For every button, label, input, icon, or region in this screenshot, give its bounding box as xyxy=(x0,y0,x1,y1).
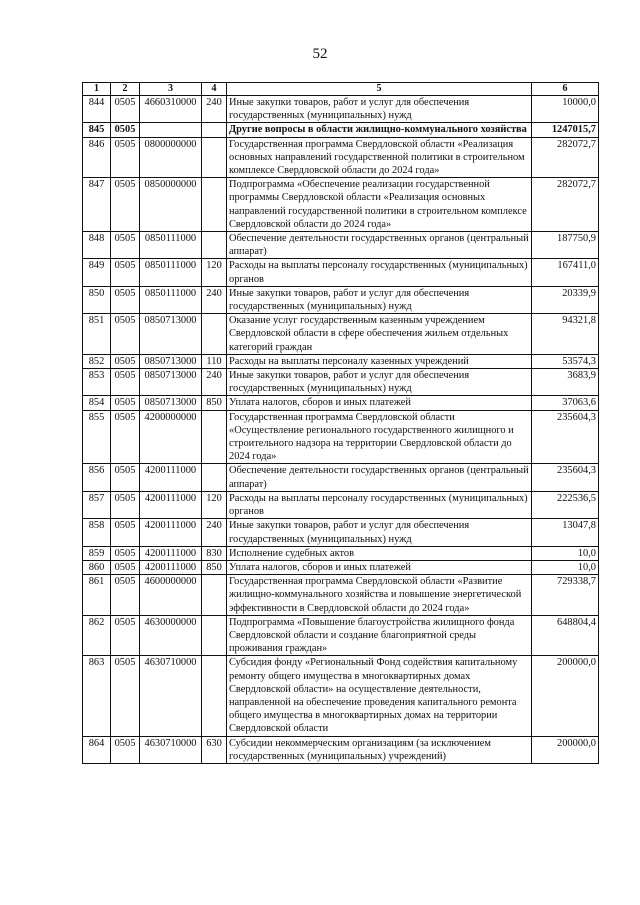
table-row xyxy=(83,615,599,656)
target-article-code: 4630000000 xyxy=(140,615,202,656)
section-code: 0505 xyxy=(111,560,140,574)
section-code: 0505 xyxy=(111,123,140,137)
section-code: 0505 xyxy=(111,491,140,518)
target-article-code: 0850713000 xyxy=(140,369,202,396)
expense-type-code xyxy=(202,232,227,259)
table-row xyxy=(83,546,599,560)
expense-type-code xyxy=(202,615,227,656)
row-number: 847 xyxy=(83,178,111,232)
table-row xyxy=(83,178,599,232)
section-code: 0505 xyxy=(111,410,140,464)
amount: 200000,0 xyxy=(532,736,599,763)
amount: 648804,4 xyxy=(532,615,599,656)
header-col-6: 6 xyxy=(532,83,599,96)
expense-type-code: 240 xyxy=(202,286,227,313)
item-name: Субсидия фонду «Региональный Фонд содействия капитальному ремонту общего имущества в многоквартирных домах Свердловской области» на осуществление деятельности, направленной на обеспечение проведения капитального ремонта общего имущества в многоквартирных домах на территории Свердловской области xyxy=(227,656,532,736)
target-article-code: 0850713000 xyxy=(140,314,202,355)
expense-type-code xyxy=(202,575,227,616)
expense-type-code: 120 xyxy=(202,491,227,518)
table-row xyxy=(83,369,599,396)
row-number: 863 xyxy=(83,656,111,736)
header-col-1: 1 xyxy=(83,83,111,96)
target-article-code: 0850111000 xyxy=(140,286,202,313)
section-code: 0505 xyxy=(111,369,140,396)
budget-table xyxy=(82,82,599,764)
amount: 10000,0 xyxy=(532,96,599,123)
expense-type-code: 240 xyxy=(202,519,227,546)
amount: 729338,7 xyxy=(532,575,599,616)
amount: 1247015,7 xyxy=(532,123,599,137)
amount: 222536,5 xyxy=(532,491,599,518)
table-body xyxy=(83,96,599,764)
amount: 235604,3 xyxy=(532,464,599,491)
section-code: 0505 xyxy=(111,464,140,491)
table-row xyxy=(83,259,599,286)
item-name: Иные закупки товаров, работ и услуг для обеспечения государственных (муниципальных) нужд xyxy=(227,96,532,123)
amount: 282072,7 xyxy=(532,178,599,232)
table-row xyxy=(83,232,599,259)
section-code: 0505 xyxy=(111,396,140,410)
amount: 10,0 xyxy=(532,546,599,560)
item-name: Расходы на выплаты персоналу казенных учреждений xyxy=(227,354,532,368)
table-row xyxy=(83,519,599,546)
row-number: 850 xyxy=(83,286,111,313)
target-article-code: 4200111000 xyxy=(140,519,202,546)
expense-type-code: 850 xyxy=(202,560,227,574)
item-name: Государственная программа Свердловской области «Осуществление регионального государственного жилищного и строительного надзора на территории Свердловской области до 2024 года» xyxy=(227,410,532,464)
section-code: 0505 xyxy=(111,286,140,313)
item-name: Государственная программа Свердловской области «Реализация основных направлений государственной политики в строительном комплексе Свердловской области до 2024 года» xyxy=(227,137,532,178)
table-row xyxy=(83,286,599,313)
row-number: 846 xyxy=(83,137,111,178)
table-row xyxy=(83,410,599,464)
expense-type-code: 110 xyxy=(202,354,227,368)
amount: 282072,7 xyxy=(532,137,599,178)
table-row xyxy=(83,123,599,137)
amount: 200000,0 xyxy=(532,656,599,736)
item-name: Иные закупки товаров, работ и услуг для обеспечения государственных (муниципальных) нужд xyxy=(227,519,532,546)
target-article-code: 0850111000 xyxy=(140,259,202,286)
target-article-code: 4200111000 xyxy=(140,464,202,491)
target-article-code: 4200111000 xyxy=(140,491,202,518)
item-name: Иные закупки товаров, работ и услуг для обеспечения государственных (муниципальных) нужд xyxy=(227,286,532,313)
expense-type-code: 630 xyxy=(202,736,227,763)
amount: 167411,0 xyxy=(532,259,599,286)
row-number: 859 xyxy=(83,546,111,560)
target-article-code: 4660310000 xyxy=(140,96,202,123)
item-name: Другие вопросы в области жилищно-коммунального хозяйства xyxy=(227,123,532,137)
expense-type-code: 240 xyxy=(202,96,227,123)
page-number: 52 xyxy=(312,46,328,62)
section-code: 0505 xyxy=(111,178,140,232)
amount: 94321,8 xyxy=(532,314,599,355)
expense-type-code: 830 xyxy=(202,546,227,560)
row-number: 851 xyxy=(83,314,111,355)
target-article-code: 4200111000 xyxy=(140,546,202,560)
row-number: 848 xyxy=(83,232,111,259)
row-number: 861 xyxy=(83,575,111,616)
row-number: 849 xyxy=(83,259,111,286)
expense-type-code xyxy=(202,178,227,232)
amount: 10,0 xyxy=(532,560,599,574)
section-code: 0505 xyxy=(111,546,140,560)
row-number: 860 xyxy=(83,560,111,574)
row-number: 854 xyxy=(83,396,111,410)
item-name: Обеспечение деятельности государственных органов (центральный аппарат) xyxy=(227,232,532,259)
row-number: 858 xyxy=(83,519,111,546)
target-article-code: 0850713000 xyxy=(140,354,202,368)
amount: 20339,9 xyxy=(532,286,599,313)
expense-type-code xyxy=(202,656,227,736)
table-row xyxy=(83,736,599,763)
row-number: 864 xyxy=(83,736,111,763)
section-code: 0505 xyxy=(111,575,140,616)
row-number: 844 xyxy=(83,96,111,123)
table-header-row xyxy=(83,83,599,96)
table-row xyxy=(83,464,599,491)
table-row xyxy=(83,96,599,123)
item-name: Государственная программа Свердловской области «Развитие жилищно-коммунального хозяйства и повышение энергетической эффективности в Свердловской области до 2024 года» xyxy=(227,575,532,616)
row-number: 852 xyxy=(83,354,111,368)
section-code: 0505 xyxy=(111,96,140,123)
header-col-4: 4 xyxy=(202,83,227,96)
header-col-3: 3 xyxy=(140,83,202,96)
target-article-code: 0850000000 xyxy=(140,178,202,232)
target-article-code: 4600000000 xyxy=(140,575,202,616)
item-name: Подпрограмма «Обеспечение реализации государственной программы Свердловской области «Реализация основных направлений государственной политики в строительном комплексе Свердловской области до 2024 года» xyxy=(227,178,532,232)
expense-type-code xyxy=(202,137,227,178)
table-row xyxy=(83,354,599,368)
expense-type-code xyxy=(202,314,227,355)
row-number: 862 xyxy=(83,615,111,656)
table-row xyxy=(83,491,599,518)
target-article-code: 4200111000 xyxy=(140,560,202,574)
target-article-code xyxy=(140,123,202,137)
row-number: 857 xyxy=(83,491,111,518)
expense-type-code xyxy=(202,464,227,491)
section-code: 0505 xyxy=(111,615,140,656)
amount: 235604,3 xyxy=(532,410,599,464)
item-name: Субсидии некоммерческим организациям (за исключением государственных (муниципальных) учреждений) xyxy=(227,736,532,763)
item-name: Исполнение судебных актов xyxy=(227,546,532,560)
expense-type-code xyxy=(202,123,227,137)
target-article-code: 4630710000 xyxy=(140,736,202,763)
item-name: Оказание услуг государственным казенным учреждением Свердловской области в сфере обеспечения жильем отдельных категорий граждан xyxy=(227,314,532,355)
item-name: Уплата налогов, сборов и иных платежей xyxy=(227,396,532,410)
target-article-code: 4200000000 xyxy=(140,410,202,464)
expense-type-code: 240 xyxy=(202,369,227,396)
amount: 13047,8 xyxy=(532,519,599,546)
expense-type-code xyxy=(202,410,227,464)
target-article-code: 0850111000 xyxy=(140,232,202,259)
table-row xyxy=(83,396,599,410)
section-code: 0505 xyxy=(111,656,140,736)
item-name: Подпрограмма «Повышение благоустройства жилищного фонда Свердловской области и создание благоприятной среды проживания граждан» xyxy=(227,615,532,656)
table-row xyxy=(83,560,599,574)
amount: 37063,6 xyxy=(532,396,599,410)
amount: 187750,9 xyxy=(532,232,599,259)
target-article-code: 0800000000 xyxy=(140,137,202,178)
row-number: 855 xyxy=(83,410,111,464)
section-code: 0505 xyxy=(111,259,140,286)
item-name: Расходы на выплаты персоналу государственных (муниципальных) органов xyxy=(227,259,532,286)
target-article-code: 4630710000 xyxy=(140,656,202,736)
item-name: Расходы на выплаты персоналу государственных (муниципальных) органов xyxy=(227,491,532,518)
section-code: 0505 xyxy=(111,736,140,763)
section-code: 0505 xyxy=(111,232,140,259)
target-article-code: 0850713000 xyxy=(140,396,202,410)
table-row xyxy=(83,137,599,178)
section-code: 0505 xyxy=(111,519,140,546)
table-row xyxy=(83,656,599,736)
table-row xyxy=(83,314,599,355)
row-number: 856 xyxy=(83,464,111,491)
row-number: 853 xyxy=(83,369,111,396)
expense-type-code: 120 xyxy=(202,259,227,286)
amount: 3683,9 xyxy=(532,369,599,396)
section-code: 0505 xyxy=(111,314,140,355)
item-name: Обеспечение деятельности государственных органов (центральный аппарат) xyxy=(227,464,532,491)
section-code: 0505 xyxy=(111,137,140,178)
table-row xyxy=(83,575,599,616)
header-col-5: 5 xyxy=(227,83,532,96)
header-col-2: 2 xyxy=(111,83,140,96)
section-code: 0505 xyxy=(111,354,140,368)
item-name: Уплата налогов, сборов и иных платежей xyxy=(227,560,532,574)
expense-type-code: 850 xyxy=(202,396,227,410)
amount: 53574,3 xyxy=(532,354,599,368)
item-name: Иные закупки товаров, работ и услуг для обеспечения государственных (муниципальных) нужд xyxy=(227,369,532,396)
row-number: 845 xyxy=(83,123,111,137)
